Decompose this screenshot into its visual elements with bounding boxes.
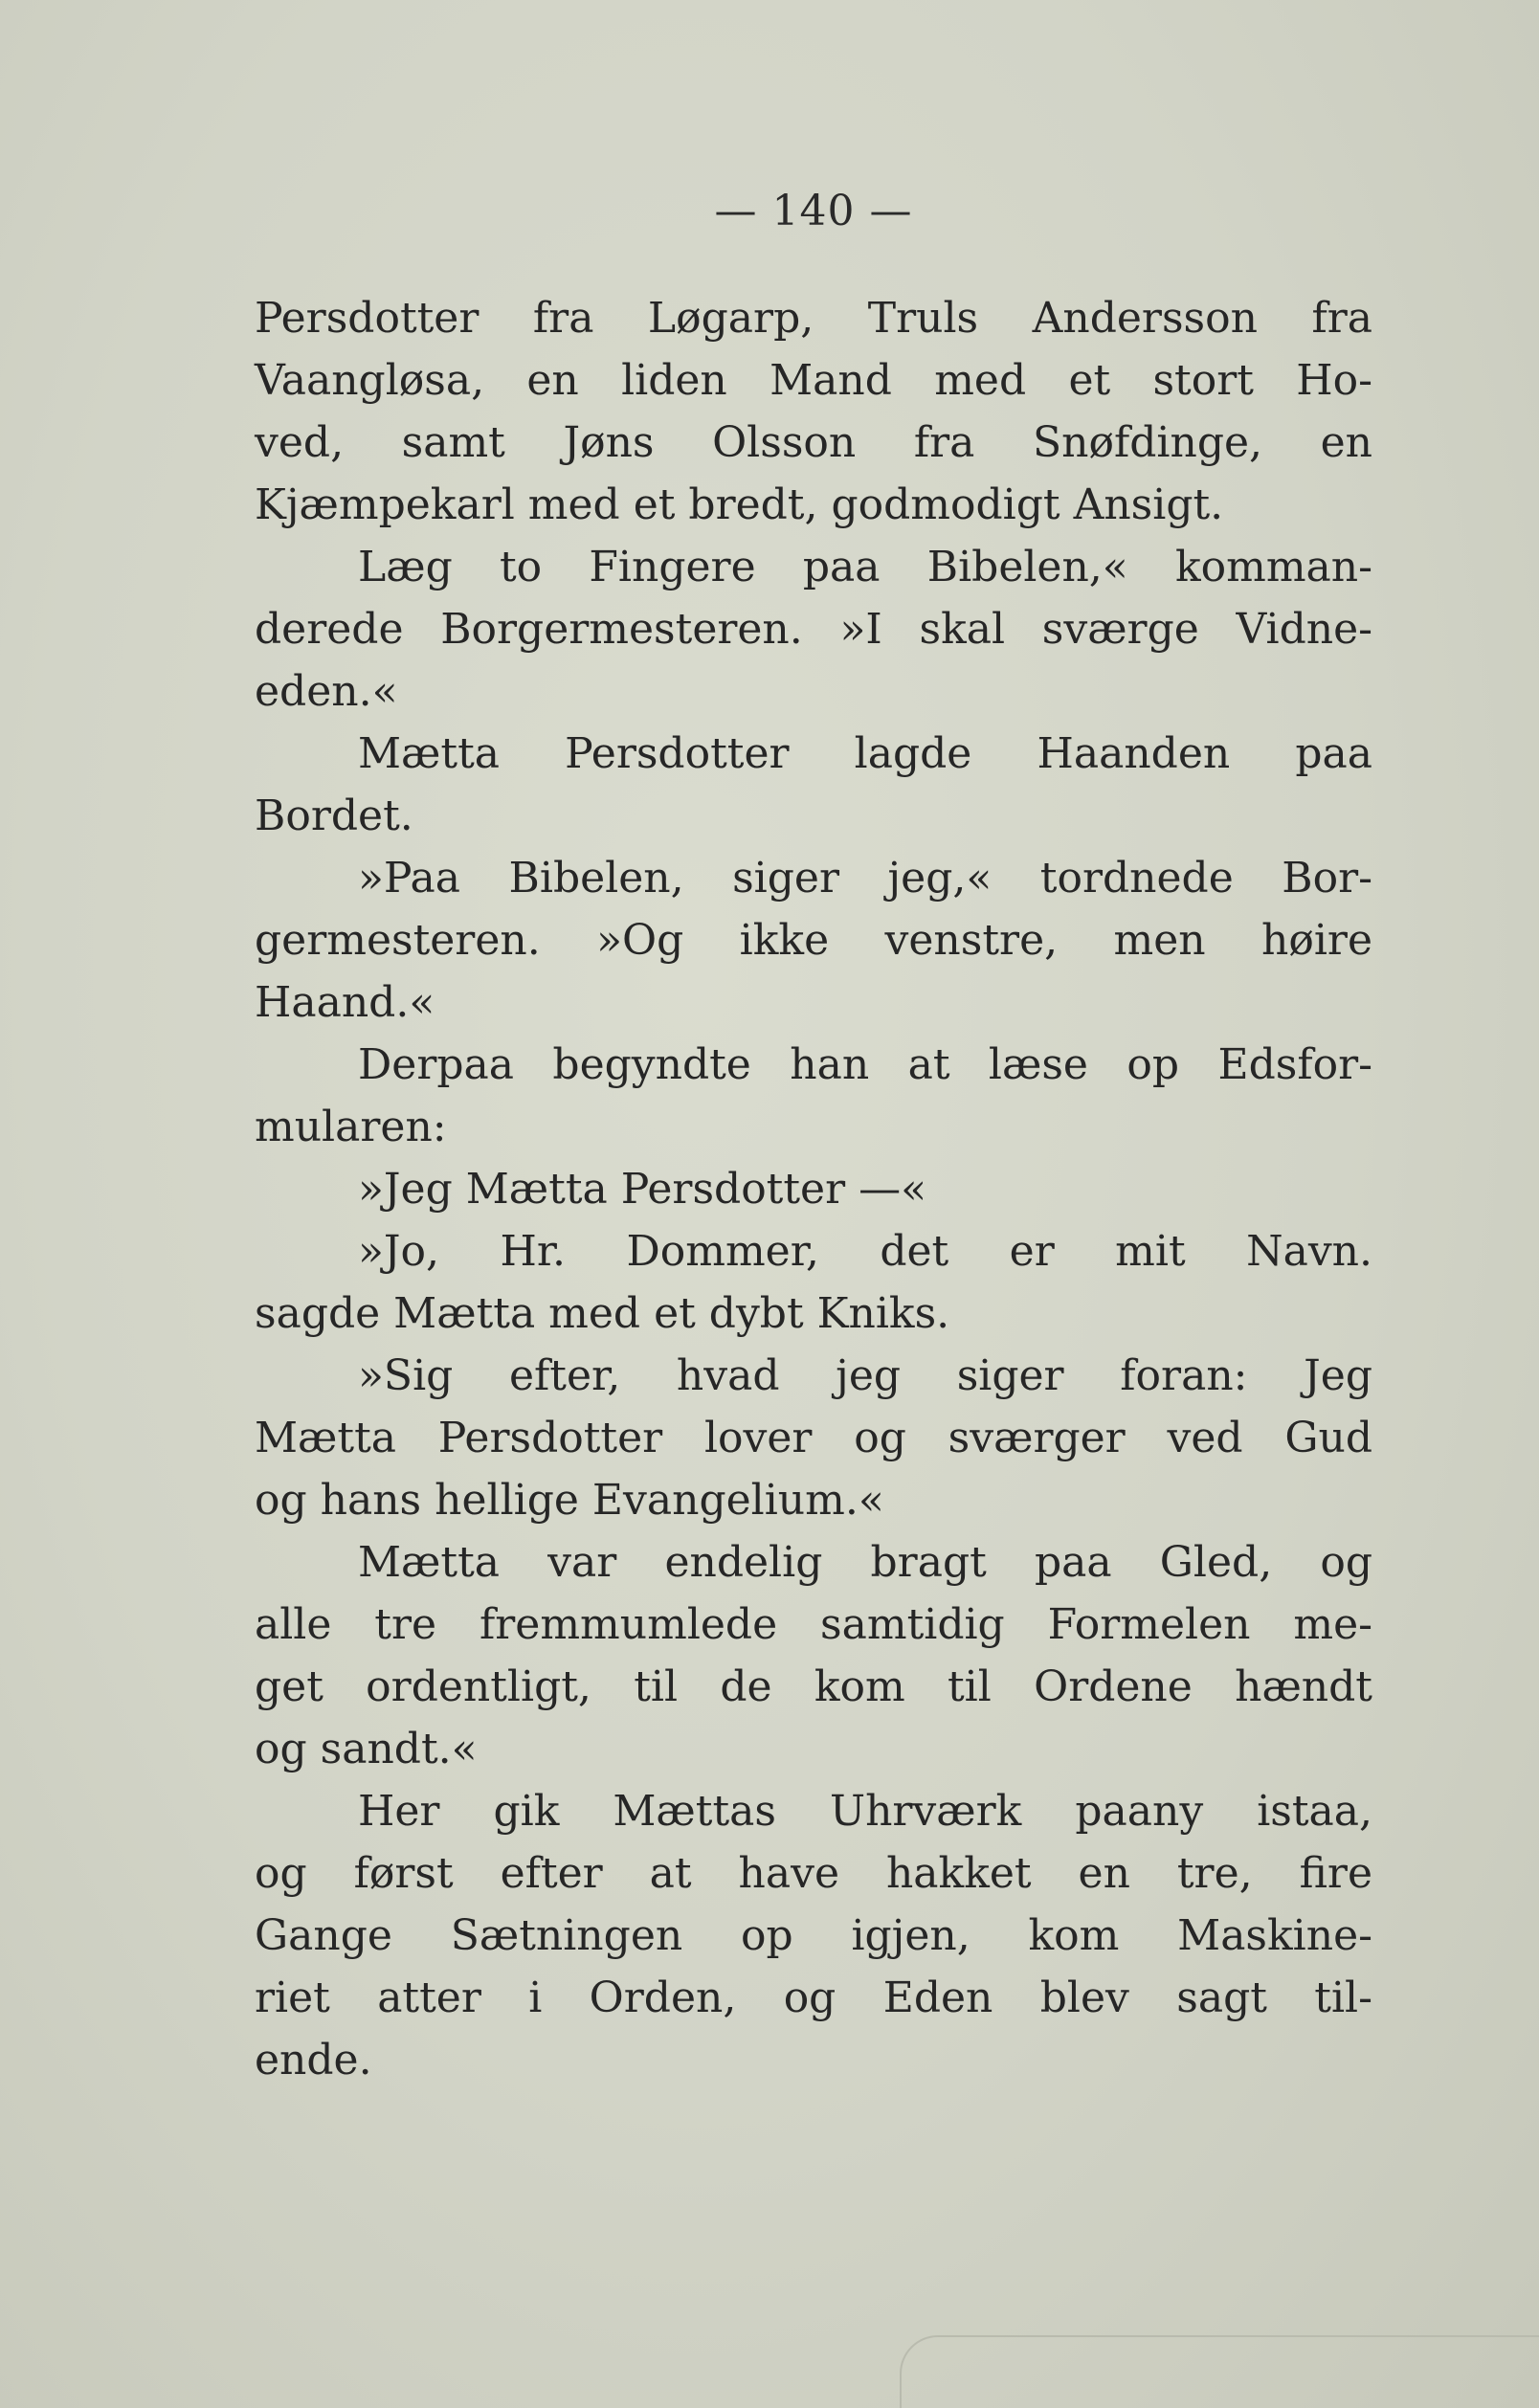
paragraph-3 xyxy=(255,723,1372,847)
text-line: »Sig efter, hvad jeg siger foran: Jeg xyxy=(358,1351,1372,1400)
text-line: derede Borgermesteren. »I skal sværge Vidne- xyxy=(255,605,1372,654)
body-text xyxy=(255,287,1372,2091)
paragraph-5 xyxy=(255,1034,1372,1158)
text-line: Persdotter fra Løgarp, Truls Andersson fra xyxy=(255,294,1372,343)
paragraph-6 xyxy=(255,1158,1372,1220)
page-fold-edge xyxy=(900,2335,1539,2408)
text-line: Derpaa begyndte han at læse op Edsfor- xyxy=(358,1040,1372,1089)
paragraph-4 xyxy=(255,847,1372,1034)
text-line: »Jeg Mætta Persdotter —« xyxy=(358,1165,927,1214)
text-line: eden.« xyxy=(255,667,398,716)
text-line: Mætta Persdotter lover og sværger ved Gud xyxy=(255,1414,1372,1462)
text-line: og sandt.« xyxy=(255,1725,478,1773)
text-line: mularen: xyxy=(255,1103,447,1151)
text-line: Haand.« xyxy=(255,978,435,1027)
text-line: sagde Mætta med et dybt Kniks. xyxy=(255,1289,950,1338)
text-line: riet atter i Orden, og Eden blev sagt til- xyxy=(255,1973,1372,2022)
paragraph-9 xyxy=(255,1531,1372,1780)
text-line: alle tre fremmumlede samtidig Formelen me- xyxy=(255,1600,1372,1649)
paragraph-10 xyxy=(255,1780,1372,2091)
paragraph-1 xyxy=(255,287,1372,536)
text-line: »Jo, Hr. Dommer, det er mit Navn. xyxy=(358,1227,1372,1276)
text-line: Gange Sætningen op igjen, kom Maskine- xyxy=(255,1911,1372,1960)
paragraph-7 xyxy=(255,1220,1372,1345)
text-line: og først efter at have hakket en tre, fire xyxy=(255,1849,1372,1898)
text-line: ende. xyxy=(255,2036,372,2085)
text-line: Mætta var endelig bragt paa Gled, og xyxy=(358,1538,1372,1587)
text-line: Vaangløsa, en liden Mand med et stort Ho- xyxy=(255,356,1372,405)
text-line: get ordentligt, til de kom til Ordene hændt xyxy=(255,1662,1372,1711)
text-line: og hans hellige Evangelium.« xyxy=(255,1476,884,1525)
page-number: — 140 — xyxy=(714,187,913,235)
paragraph-2 xyxy=(255,536,1372,723)
text-line: Læg to Fingere paa Bibelen,« komman- xyxy=(358,543,1372,591)
text-line: Kjæmpekarl med et bredt, godmodigt Ansigt. xyxy=(255,480,1224,529)
text-line: Bordet. xyxy=(255,792,413,840)
text-line: ved, samt Jøns Olsson fra Snøfdinge, en xyxy=(255,418,1372,467)
text-line: germesteren. »Og ikke venstre, men høire xyxy=(255,916,1372,965)
text-line: Mætta Persdotter lagde Haanden paa xyxy=(358,729,1372,778)
paragraph-8 xyxy=(255,1345,1372,1531)
text-line: »Paa Bibelen, siger jeg,« tordnede Bor- xyxy=(358,854,1372,903)
text-line: Her gik Mættas Uhrværk paany istaa, xyxy=(358,1787,1372,1836)
